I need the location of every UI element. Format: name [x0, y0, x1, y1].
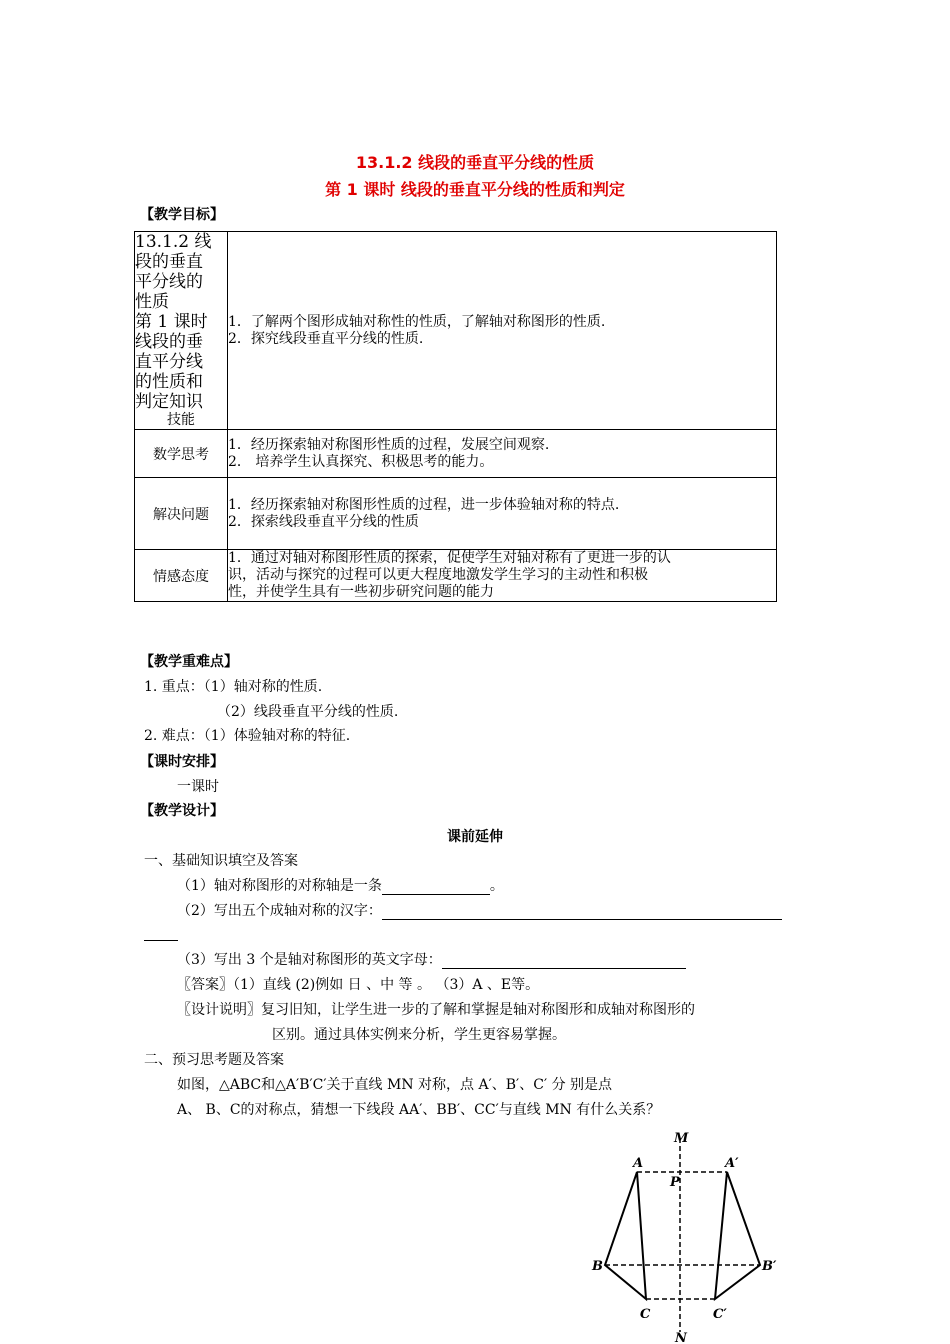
preview-question-1: 如图，△ABC和△A′B′C′关于直线 MN 对称，点 A′、B′、C′ 分 别是点: [177, 1077, 613, 1093]
answer-blank-2: [382, 919, 782, 920]
row1-label: 13.1.2 线 段的垂直 平分线的 性质 第 1 课时 线段的垂 直平分线 的性质和 判定知识 技能: [135, 232, 228, 430]
row2-label: 数学思考: [135, 430, 228, 478]
answer-blank-1: [382, 894, 490, 895]
label-a-prime: A′: [725, 1156, 739, 1171]
row4-content: 1．通过对轴对称图形性质的探索，促使学生对轴对称有了更进一步的认 识，活动与探究的过程可以更大程度地激发学生学习的主动性和积极 性，并使学生具有一些初步研究问题的能力: [228, 550, 777, 602]
row3-content: 1．经历探索轴对称图形性质的过程，进一步体验轴对称的特点. 2．探索线段垂直平分线的性质: [228, 478, 777, 550]
section-design: 【教学设计】: [140, 803, 224, 819]
label-c-prime: C′: [713, 1307, 727, 1322]
title-main: 13.1.2 线段的垂直平分线的性质: [355, 153, 595, 172]
triangle-abc-prime: [715, 1172, 760, 1299]
label-m: M: [674, 1131, 689, 1146]
table-row: [135, 550, 777, 602]
goals-table: [134, 231, 777, 602]
symmetry-figure: [585, 1128, 785, 1344]
table-row: [135, 232, 777, 430]
key-point-2: （2）线段垂直平分线的性质.: [217, 704, 399, 720]
label-b: B: [592, 1259, 603, 1274]
title-lesson: 第 1 课时 线段的垂直平分线的性质和判定: [325, 180, 625, 199]
row2-content: 1．经历探索轴对称图形性质的过程，发展空间观察. 2． 培养学生认真探究、积极思考的能力。: [228, 430, 777, 478]
table-row: [135, 478, 777, 550]
question-2: （2）写出五个成轴对称的汉字：: [177, 900, 782, 920]
answer-blank-2-continued: [144, 940, 178, 941]
design-note-2: 区别。通过具体实例来分析，学生更容易掌握。: [272, 1027, 566, 1043]
label-p: P: [670, 1175, 680, 1190]
question-3: （3）写出 3 个是轴对称图形的英文字母：: [177, 949, 686, 969]
section-schedule: 【课时安排】: [140, 754, 224, 770]
label-a: A: [633, 1156, 644, 1171]
question-1: （1）轴对称图形的对称轴是一条 。: [177, 878, 504, 894]
section-goals: 【教学目标】: [140, 207, 224, 223]
schedule-text: 一课时: [177, 779, 219, 795]
design-note-1: 〖设计说明〗复习旧知，让学生进一步的了解和掌握是轴对称图形和成轴对称图形的: [177, 1002, 695, 1018]
row1-content: 1．了解两个图形成轴对称性的性质，了解轴对称图形的性质. 2．探究线段垂直平分线的性质.: [228, 232, 777, 430]
table-row: [135, 430, 777, 478]
answer-blank-3: [442, 968, 686, 969]
difficult-point-1: 2. 难点：（1）体验轴对称的特征.: [144, 728, 351, 744]
section-key-points: 【教学重难点】: [140, 654, 238, 670]
triangle-abc: [605, 1172, 646, 1299]
row4-label: 情感态度: [135, 550, 228, 602]
subtitle: 课前延伸: [447, 829, 503, 845]
label-c: C: [640, 1307, 651, 1322]
preview-question-2: A、 B、C的对称点，猜想一下线段 AA′、BB′、CC′与直线 MN 有什么关系？: [177, 1102, 661, 1118]
label-b-prime: B′: [762, 1259, 777, 1274]
row3-label: 解决问题: [135, 478, 228, 550]
label-n: N: [675, 1331, 687, 1344]
key-point-1: 1. 重点：（1）轴对称的性质.: [144, 679, 323, 695]
part1-heading: 一、基础知识填空及答案: [144, 853, 298, 869]
part2-heading: 二、预习思考题及答案: [144, 1052, 284, 1068]
answer-text: 〖答案〗（1）直线 (2)例如 日 、中 等 。 （3）A 、E等。: [177, 977, 540, 993]
